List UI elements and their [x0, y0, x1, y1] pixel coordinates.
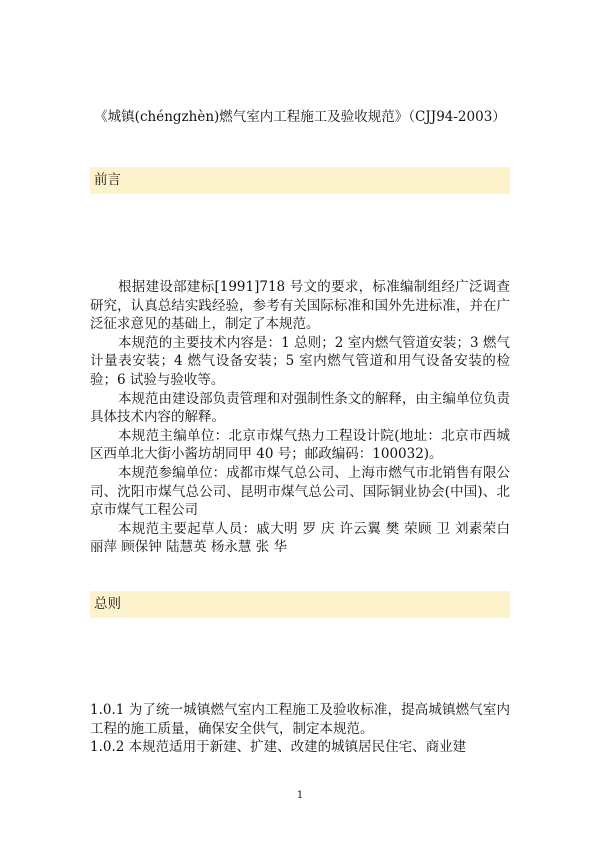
section-heading-preface: 前言 [90, 167, 510, 194]
general-body [90, 701, 510, 757]
paragraph: 本规范参编单位：成都市煤气总公司、上海市燃气市北销售有限公司、沈阳市煤气总公司、昆明市煤气总公司、国际铜业协会(中国)、北京市煤气工程公司 [90, 464, 510, 519]
paragraph: 根据建设部建标[1991]718 号文的要求，标准编制组经广泛调查研究，认真总结实践经验，参考有关国际标准和国外先进标准，并在广泛征求意见的基础上，制定了本规范。 [90, 279, 510, 333]
page-number: 1 [296, 790, 304, 801]
paragraph: 本规范由建设部负责管理和对强制性条文的解释，由主编单位负责具体技术内容的解释。 [90, 390, 510, 426]
paragraph: 本规范的主要技术内容是：1 总则；2 室内燃气管道安装；3 燃气计量表安装；4 燃气设备安装；5 室内燃气管道和用气设备安装的检验；6 试验与验收等。 [90, 334, 510, 388]
paragraph: 本规范主要起草人员：戚大明 罗 庆 许云翼 樊 荣顾 卫 刘素荣白丽萍 顾保钟 陆慧英 杨永慧 张 华 [90, 520, 510, 556]
section-heading-general: 总则 [90, 591, 510, 618]
paragraph: 本规范主编单位：北京市煤气热力工程设计院(地址：北京市西城区西单北大街小酱坊胡同甲 40 号；邮政编码：100032)。 [90, 427, 510, 463]
preface-body [90, 278, 510, 557]
clause-1-0-2: 1.0.2 本规范适用于新建、扩建、改建的城镇居民住宅、商业建 [90, 739, 467, 756]
clause-1-0-1: 1.0.1 为了统一城镇燃气室内工程施工及验收标准，提高城镇燃气室内工程的施工质量，确保安全供气，制定本规范。 [90, 702, 510, 737]
document-title: 《城镇(chéngzhèn)燃气室内工程施工及验收规范》（CJJ94-2003） [94, 109, 506, 125]
